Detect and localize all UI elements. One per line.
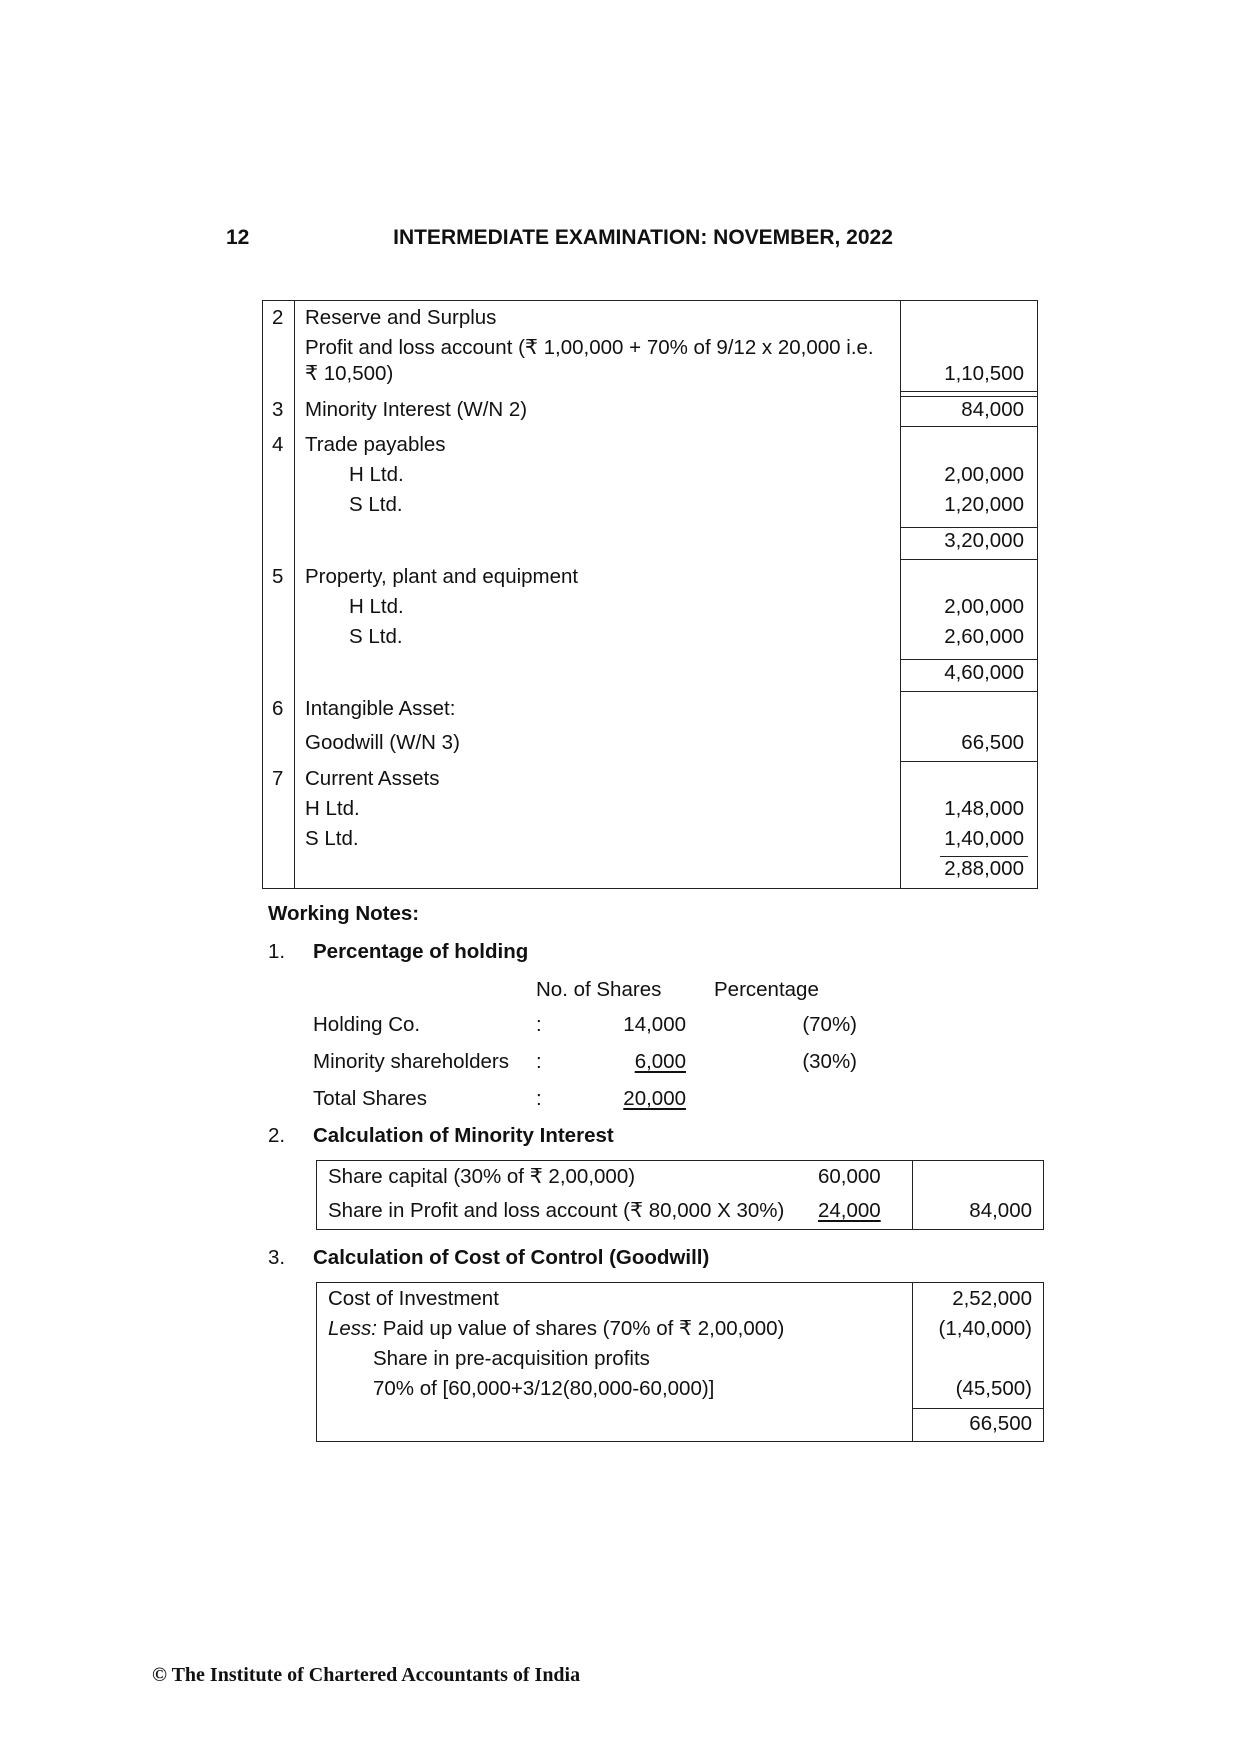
mi-value: 60,000	[818, 1165, 881, 1188]
pre-acquisition-calc: 70% of [60,000+3/12(80,000-60,000)]	[373, 1377, 715, 1400]
wn3-title: Calculation of Cost of Control (Goodwill)	[313, 1246, 710, 1269]
row-amount: 1,10,500	[944, 362, 1024, 385]
row-number: 5	[272, 565, 284, 588]
holding-shares-value: 20,000	[623, 1087, 686, 1110]
row-divider	[900, 691, 1038, 692]
holding-percentage: (30%)	[802, 1050, 857, 1073]
wn3-number: 3.	[268, 1246, 286, 1269]
holding-shares	[560, 1087, 686, 1111]
row-divider	[900, 527, 1038, 528]
row-number: 7	[272, 767, 284, 790]
item-amount: 2,00,000	[944, 595, 1024, 618]
holding-label: Holding Co.	[313, 1013, 421, 1036]
row-title: Property, plant and equipment	[305, 565, 579, 588]
item-label: S Ltd.	[305, 827, 359, 850]
row-title: Reserve and Surplus	[305, 306, 497, 329]
item-amount: 2,00,000	[944, 463, 1024, 486]
colon: :	[536, 1013, 542, 1036]
cost-value: 2,52,000	[952, 1287, 1032, 1310]
row-number: 3	[272, 398, 284, 421]
row-amount: 66,500	[961, 731, 1024, 754]
cost-label: Cost of Investment	[328, 1287, 499, 1310]
item-label: S Ltd.	[349, 625, 403, 648]
row-title: Minority Interest (W/N 2)	[305, 398, 528, 421]
row-divider	[900, 426, 1038, 427]
holding-shares	[560, 1050, 686, 1074]
item-amount: 1,20,000	[944, 493, 1024, 516]
page-number: 12	[226, 226, 250, 249]
page-header: INTERMEDIATE EXAMINATION: NOVEMBER, 2022	[393, 226, 893, 249]
item-label: H Ltd.	[349, 595, 404, 618]
row-divider	[900, 391, 1038, 392]
mi-label: Share in Profit and loss account (₹ 80,000 X 30%)	[328, 1199, 785, 1222]
less-line	[328, 1317, 784, 1341]
row-divider	[900, 396, 1038, 397]
col-divider-no	[294, 300, 295, 889]
row-total: 4,60,000	[944, 661, 1024, 684]
less-value: (1,40,000)	[938, 1317, 1032, 1340]
item-amount: 1,48,000	[944, 797, 1024, 820]
row-divider	[900, 559, 1038, 560]
less-label: Paid up value of shares (70% of ₹ 2,00,000)	[377, 1317, 785, 1340]
row-divider	[900, 659, 1038, 660]
colon: :	[536, 1050, 542, 1073]
goodwill-total: 66,500	[969, 1412, 1032, 1435]
holding-shares-value: 6,000	[634, 1050, 686, 1073]
mi-value-underlined: 24,000	[818, 1199, 881, 1222]
holding-label: Minority shareholders	[313, 1050, 509, 1073]
less-prefix: Less:	[328, 1317, 377, 1340]
pre-acquisition-label: Share in pre-acquisition profits	[373, 1347, 650, 1370]
col-header-shares: No. of Shares	[536, 978, 662, 1001]
row-title: Trade payables	[305, 433, 446, 456]
row-detail: Goodwill (W/N 3)	[305, 731, 460, 754]
row-total: 3,20,000	[944, 529, 1024, 552]
wn1-number: 1.	[268, 940, 286, 963]
row-amount: 84,000	[961, 398, 1024, 421]
col-header-percentage: Percentage	[714, 978, 819, 1001]
mi-total: 84,000	[969, 1199, 1032, 1222]
row-title: Current Assets	[305, 767, 440, 790]
wn2-title: Calculation of Minority Interest	[313, 1124, 614, 1147]
row-total: 2,88,000	[944, 857, 1024, 880]
holding-label: Total Shares	[313, 1087, 427, 1110]
row-detail: ₹ 10,500)	[305, 362, 394, 385]
pre-acquisition-value: (45,500)	[955, 1377, 1032, 1400]
row-number: 6	[272, 697, 284, 720]
holding-percentage: (70%)	[802, 1013, 857, 1036]
row-divider	[900, 761, 1038, 762]
item-amount: 1,40,000	[944, 827, 1024, 850]
item-label: S Ltd.	[349, 493, 403, 516]
item-label: H Ltd.	[349, 463, 404, 486]
row-detail: Profit and loss account (₹ 1,00,000 + 70% of 9/12 x 20,000 i.e.	[305, 336, 874, 359]
colon: :	[536, 1087, 542, 1110]
row-title: Intangible Asset:	[305, 697, 456, 720]
working-notes-heading: Working Notes:	[268, 902, 420, 925]
row-number: 2	[272, 306, 284, 329]
row-number: 4	[272, 433, 284, 456]
mi-label: Share capital (30% of ₹ 2,00,000)	[328, 1165, 636, 1188]
holding-shares: 14,000	[623, 1013, 686, 1036]
footer-copyright: © The Institute of Chartered Accountants of India	[152, 1664, 581, 1686]
item-amount: 2,60,000	[944, 625, 1024, 648]
row-divider	[912, 1408, 1044, 1409]
item-label: H Ltd.	[305, 797, 360, 820]
wn1-title: Percentage of holding	[313, 940, 529, 963]
mi-value	[818, 1199, 881, 1223]
wn2-number: 2.	[268, 1124, 286, 1147]
